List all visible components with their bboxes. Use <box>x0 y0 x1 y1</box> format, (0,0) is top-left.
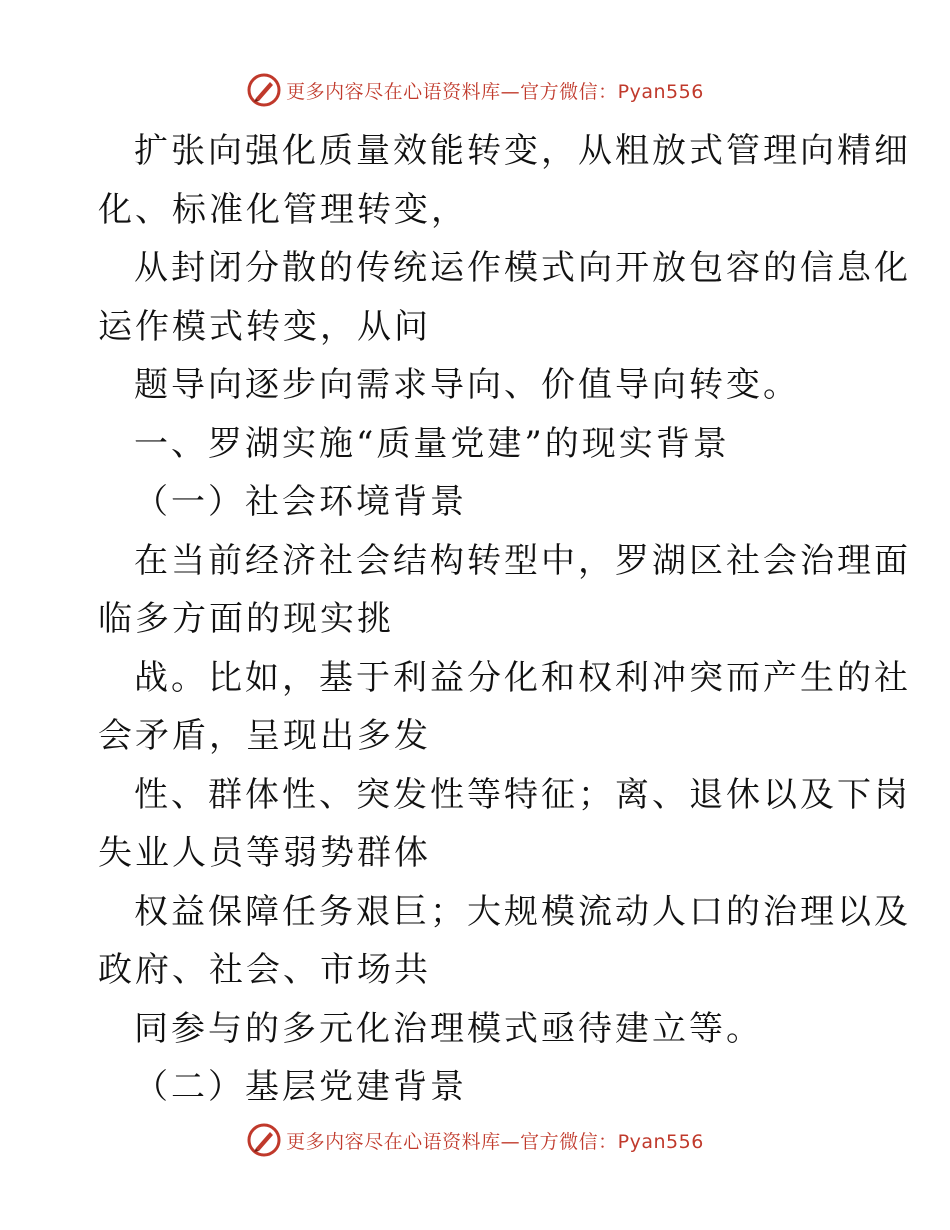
paragraph-line: 战。比如，基于利益分化和权利冲突而产生的社 <box>134 657 911 698</box>
pen-logo-icon <box>246 72 282 108</box>
paragraph-line: 在当前经济社会结构转型中，罗湖区社会治理面 <box>134 540 911 581</box>
banner-text: 更多内容尽在心语资料库—官方微信：Pyan556 <box>286 1130 704 1153</box>
pen-logo-icon <box>246 1122 282 1158</box>
subsection-heading: （二）基层党建背景 <box>134 1067 467 1107</box>
paragraph-line: 临多方面的现实挑 <box>98 599 394 639</box>
paragraph-line: 失业人员等弱势群体 <box>98 833 431 873</box>
paragraph-line: 化、标准化管理转变， <box>98 189 468 230</box>
paragraph-line: 权益保障任务艰巨；大规模流动人口的治理以及 <box>134 891 911 932</box>
paragraph-line: 题导向逐步向需求导向、价值导向转变。 <box>134 365 800 405</box>
paragraph-line: 运作模式转变，从问 <box>98 306 431 347</box>
paragraph-line: 同参与的多元化治理模式亟待建立等。 <box>134 1008 763 1049</box>
document-body <box>98 122 911 1117</box>
paragraph-line: 扩张向强化质量效能转变，从粗放式管理向精细 <box>134 131 911 171</box>
banner-text: 更多内容尽在心语资料库—官方微信：Pyan556 <box>286 80 704 103</box>
paragraph-line: 会矛盾，呈现出多发 <box>98 716 431 756</box>
header-banner <box>0 70 950 110</box>
footer-banner <box>0 1120 950 1160</box>
paragraph-line: 政府、社会、市场共 <box>98 950 431 990</box>
paragraph-line: 性、群体性、突发性等特征；离、退休以及下岗 <box>134 774 911 815</box>
subsection-heading: （一）社会环境背景 <box>134 482 467 522</box>
paragraph-line: 从封闭分散的传统运作模式向开放包容的信息化 <box>134 248 911 288</box>
section-heading: 一、罗湖实施“质量党建”的现实背景 <box>134 423 730 464</box>
